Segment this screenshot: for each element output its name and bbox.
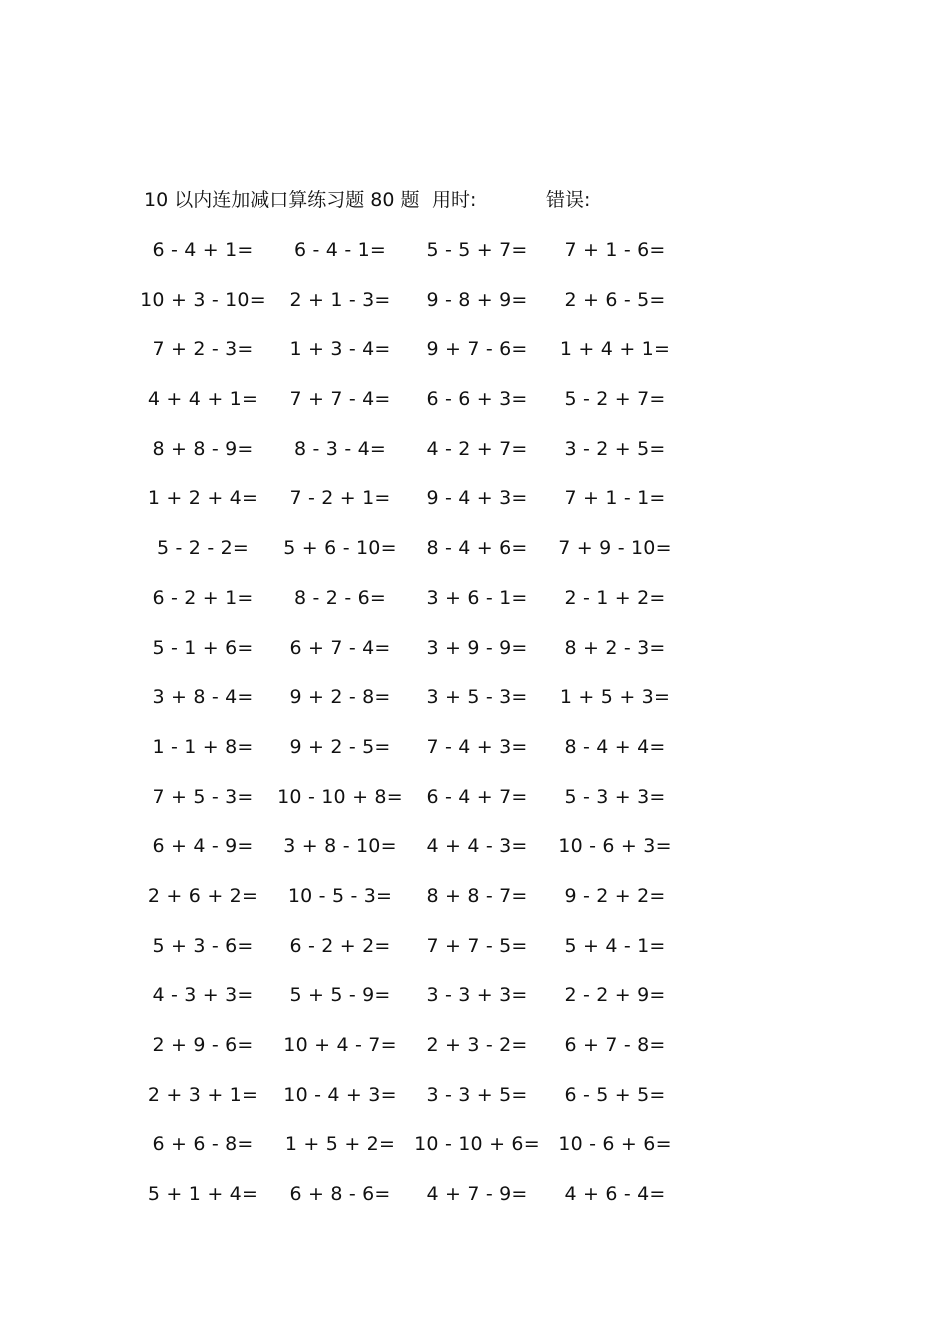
problem-row	[0, 882, 950, 932]
problem-item: 7 + 1 - 6=	[564, 239, 666, 261]
problem-item: 9 - 2 + 2=	[564, 884, 666, 907]
problem-item: 4 + 4 + 1=	[147, 388, 259, 411]
problem-item: 2 - 2 + 9=	[564, 984, 666, 1007]
problem-row	[0, 1031, 950, 1081]
problem-row	[0, 286, 950, 336]
problem-item: 4 + 6 - 4=	[564, 1183, 666, 1206]
error-label: 错误:	[546, 189, 591, 211]
problem-item: 9 - 4 + 3=	[426, 487, 528, 510]
problem-item: 10 - 10 + 6=	[414, 1133, 540, 1156]
problem-row	[0, 1130, 950, 1180]
problem-item: 3 + 8 - 4=	[152, 686, 254, 709]
problem-row	[0, 335, 950, 385]
problem-row	[0, 534, 950, 584]
problem-item: 6 + 7 - 8=	[564, 1034, 666, 1056]
problem-row	[0, 932, 950, 982]
problem-row	[0, 733, 950, 783]
problem-item: 5 - 2 + 7=	[564, 388, 666, 411]
problem-item: 8 - 2 - 6=	[293, 586, 387, 609]
problem-item: 6 + 6 - 8=	[152, 1133, 254, 1156]
problem-item: 8 + 8 - 9=	[152, 437, 254, 460]
problem-item: 1 + 5 + 3=	[559, 686, 671, 709]
problem-item: 6 + 8 - 6=	[289, 1183, 391, 1206]
problem-item: 2 + 6 + 2=	[147, 884, 259, 907]
problem-item: 5 - 3 + 3=	[564, 785, 666, 808]
problem-item: 2 - 1 + 2=	[564, 586, 666, 609]
problem-item: 6 + 7 - 4=	[289, 636, 391, 659]
problem-item: 1 - 1 + 8=	[152, 735, 254, 758]
problem-item: 6 - 5 + 5=	[564, 1083, 666, 1106]
problem-item: 5 + 6 - 10=	[283, 537, 397, 560]
problem-item: 8 - 4 + 6=	[426, 537, 528, 560]
problem-item: 5 + 3 - 6=	[152, 934, 254, 957]
problem-item: 5 - 1 + 6=	[152, 636, 254, 659]
problem-item: 9 + 7 - 6=	[426, 338, 528, 361]
problem-item: 9 - 8 + 9=	[426, 288, 528, 311]
problem-item: 2 + 1 - 3=	[289, 288, 391, 311]
problem-row	[0, 832, 950, 882]
problem-row	[0, 385, 950, 435]
problem-item: 8 + 8 - 7=	[426, 884, 528, 907]
problem-item: 3 + 8 - 10=	[283, 835, 397, 858]
problem-item: 1 + 5 + 2=	[284, 1133, 396, 1156]
problem-grid	[0, 236, 950, 1230]
worksheet-title: 10 以内连加减口算练习题 80 题	[144, 189, 420, 211]
problem-item: 7 + 9 - 10=	[558, 537, 672, 560]
problem-item: 6 - 4 - 1=	[293, 239, 387, 261]
problem-item: 10 + 3 - 10=	[140, 288, 266, 311]
problem-item: 4 - 3 + 3=	[152, 984, 254, 1007]
problem-item: 6 - 6 + 3=	[426, 388, 528, 411]
problem-row	[0, 435, 950, 485]
problem-row	[0, 783, 950, 833]
problem-item: 4 + 4 - 3=	[426, 835, 528, 858]
problem-item: 7 + 7 - 4=	[289, 388, 391, 411]
problem-row	[0, 1081, 950, 1131]
problem-item: 2 + 3 + 1=	[147, 1083, 259, 1106]
problem-item: 2 + 9 - 6=	[152, 1034, 254, 1056]
problem-item: 6 + 4 - 9=	[152, 835, 254, 858]
problem-item: 6 - 2 + 2=	[289, 934, 391, 957]
problem-item: 10 - 5 - 3=	[287, 884, 393, 907]
problem-item: 9 + 2 - 8=	[289, 686, 391, 709]
problem-item: 9 + 2 - 5=	[289, 735, 391, 758]
problem-item: 6 - 4 + 1=	[152, 239, 254, 261]
problem-item: 3 + 9 - 9=	[426, 636, 528, 659]
problem-item: 5 - 5 + 7=	[426, 239, 528, 261]
problem-item: 3 - 3 + 5=	[426, 1083, 528, 1106]
problem-item: 10 - 4 + 3=	[283, 1083, 397, 1106]
problem-row	[0, 981, 950, 1031]
time-label: 用时:	[432, 189, 477, 211]
problem-item: 3 + 6 - 1=	[426, 586, 528, 609]
problem-item: 8 - 3 - 4=	[293, 437, 387, 460]
problem-item: 8 - 4 + 4=	[564, 735, 666, 758]
problem-row	[0, 1180, 950, 1230]
problem-item: 10 + 4 - 7=	[283, 1034, 397, 1056]
problem-item: 7 + 2 - 3=	[152, 338, 254, 361]
problem-item: 7 - 4 + 3=	[426, 735, 528, 758]
problem-item: 1 + 2 + 4=	[147, 487, 259, 510]
problem-item: 6 - 4 + 7=	[426, 785, 528, 808]
problem-item: 1 + 4 + 1=	[559, 338, 671, 361]
problem-row	[0, 683, 950, 733]
problem-item: 6 - 2 + 1=	[152, 586, 254, 609]
problem-row	[0, 634, 950, 684]
problem-row	[0, 584, 950, 634]
problem-item: 2 + 3 - 2=	[426, 1034, 528, 1056]
problem-item: 7 + 1 - 1=	[564, 487, 666, 510]
problem-item: 1 + 3 - 4=	[289, 338, 391, 361]
problem-item: 2 + 6 - 5=	[564, 288, 666, 311]
problem-item: 7 - 2 + 1=	[289, 487, 391, 510]
problem-item: 5 + 5 - 9=	[289, 984, 391, 1007]
problem-item: 8 + 2 - 3=	[564, 636, 666, 659]
problem-item: 10 - 6 + 3=	[558, 835, 672, 858]
problem-item: 7 + 7 - 5=	[426, 934, 528, 957]
problem-item: 3 - 3 + 3=	[426, 984, 528, 1007]
problem-item: 3 - 2 + 5=	[564, 437, 666, 460]
problem-item: 4 - 2 + 7=	[426, 437, 528, 460]
problem-item: 7 + 5 - 3=	[152, 785, 254, 808]
problem-item: 5 - 2 - 2=	[156, 537, 250, 560]
problem-item: 4 + 7 - 9=	[426, 1183, 528, 1206]
problem-item: 10 - 6 + 6=	[558, 1133, 672, 1156]
problem-item: 3 + 5 - 3=	[426, 686, 528, 709]
problem-item: 5 + 1 + 4=	[147, 1183, 259, 1206]
problem-item: 10 - 10 + 8=	[277, 785, 403, 808]
problem-row	[0, 236, 950, 286]
problem-row	[0, 484, 950, 534]
problem-item: 5 + 4 - 1=	[564, 934, 666, 957]
